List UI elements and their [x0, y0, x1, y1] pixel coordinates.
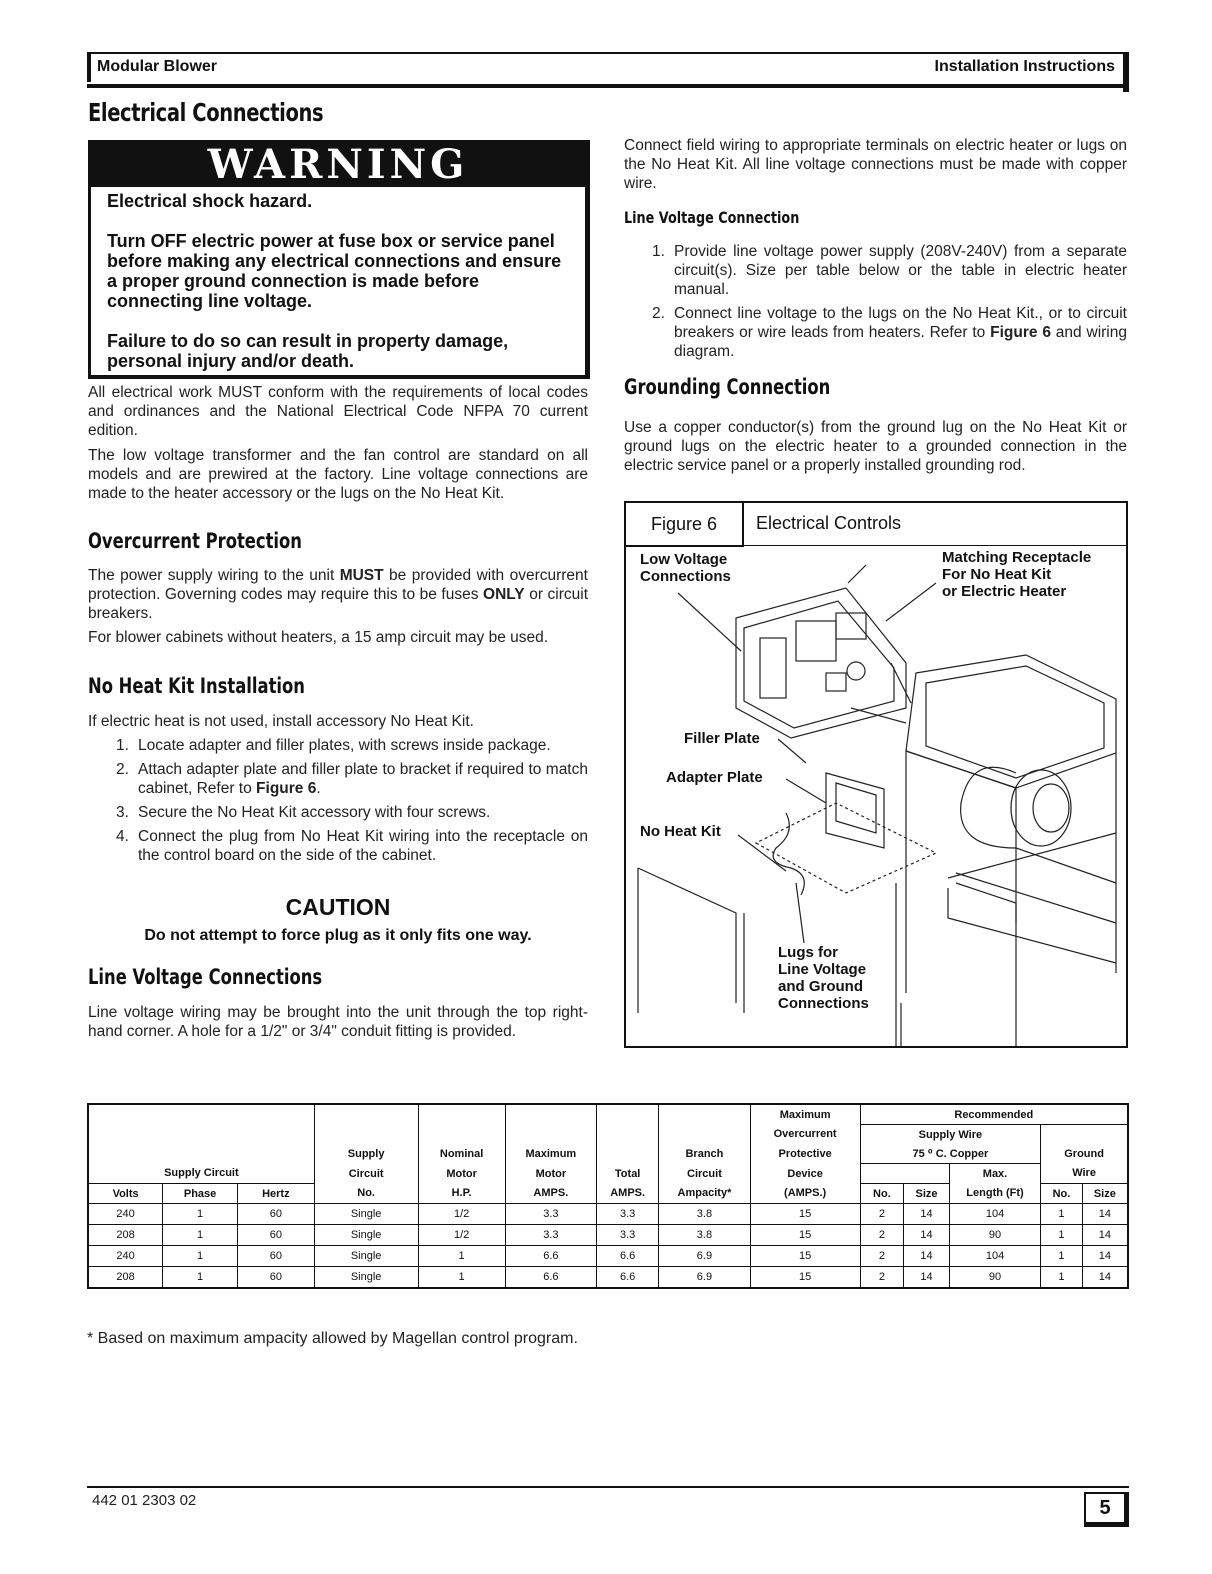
table-cell: 14 [904, 1225, 950, 1246]
table-body [88, 1204, 1128, 1289]
label-matching-receptacle: Matching Receptacle For No Heat Kit or Electric Heater [942, 549, 1092, 600]
warning-banner: WARNING [91, 143, 585, 187]
th-hertz: Hertz [237, 1184, 314, 1204]
table-row [88, 1267, 1128, 1289]
th-motor: Motor [418, 1164, 505, 1184]
page-title: Electrical Connections [88, 98, 324, 127]
table-cell: Single [314, 1246, 418, 1267]
th-circuit: Circuit [314, 1164, 418, 1184]
table-cell: 3.3 [505, 1204, 596, 1225]
intro-paragraph-2: The low voltage transformer and the fan control are standard on all models and are prewired at the factory. Line voltage connections are made to the heater accessory or the lugs on the No Heat Kit. [88, 447, 588, 502]
caution-text: Do not attempt to force plug as it only fits one way. [144, 927, 532, 944]
header-product: Modular Blower [97, 58, 218, 75]
figure-tab: Figure 6 [626, 503, 744, 547]
th-length: Length (Ft) [949, 1184, 1040, 1204]
field-wiring-paragraph: Connect field wiring to appropriate terminals on electric heater or lugs on the No Heat Kit. All line voltage connections must be made with copper wire. [624, 137, 1127, 192]
overcurrent-emphasis-only: ONLY [483, 586, 525, 603]
table-cell: Single [314, 1204, 418, 1225]
th-wire-no: No. [860, 1184, 904, 1204]
footer-rule [87, 1486, 1129, 1488]
header-right-bar [1123, 52, 1129, 92]
overcurrent-text-e: or circuit breakers. [88, 586, 589, 622]
table-cell: 1 [163, 1267, 238, 1289]
th-device: Device [750, 1164, 860, 1184]
overcurrent-text-c: be provided with overcurrent protection. Governing codes may require this to be fuses [88, 567, 588, 603]
th-copper: 75 ⁰ C. Copper [860, 1144, 1041, 1164]
table-cell: 208 [88, 1267, 163, 1289]
overcurrent-paragraph-2: For blower cabinets without heaters, a 15 amp circuit may be used. [88, 629, 549, 646]
caution-title: CAUTION [285, 894, 391, 920]
table-cell: 6.6 [505, 1267, 596, 1289]
table-cell: 208 [88, 1225, 163, 1246]
th-recommended: Recommended [860, 1104, 1128, 1125]
th-nominal: Nominal [418, 1144, 505, 1164]
th-max-length: Max. [949, 1164, 1040, 1184]
table-cell: 6.9 [659, 1246, 750, 1267]
warning-box [88, 140, 590, 379]
table-cell: 14 [1082, 1225, 1128, 1246]
grounding-paragraph: Use a copper conductor(s) from the ground lug on the No Heat Kit or ground lugs on the electric heater to a grounded connection in the electric service panel or a properly installed grounding rod. [624, 419, 1127, 474]
label-lugs: Lugs for Line Voltage and Ground Connections [778, 944, 869, 1012]
table-cell: Single [314, 1267, 418, 1289]
document-number: 442 01 2303 02 [92, 1492, 197, 1509]
table-cell: 1 [163, 1246, 238, 1267]
table-footnote: * Based on maximum ampacity allowed by Magellan control program. [87, 1330, 578, 1347]
th-no: No. [314, 1184, 418, 1204]
figure-6-reference: Figure 6 [256, 780, 317, 797]
table-cell: 2 [860, 1204, 904, 1225]
table-cell: 14 [904, 1246, 950, 1267]
table-cell: 1/2 [418, 1204, 505, 1225]
no-heat-step-3: 3. Secure the No Heat Kit accessory with four screws. [116, 804, 491, 821]
line-voltage-connection-heading: Line Voltage Connection [624, 208, 800, 227]
table-cell: 104 [949, 1204, 1040, 1225]
table-cell: 6.6 [597, 1267, 659, 1289]
page-header [87, 52, 1129, 88]
th-ampacity: Ampacity* [659, 1184, 750, 1204]
table-cell: 14 [1082, 1267, 1128, 1289]
table-cell: 3.8 [659, 1204, 750, 1225]
no-heat-kit-intro: If electric heat is not used, install accessory No Heat Kit. [88, 713, 474, 730]
th-hp: H.P. [418, 1184, 505, 1204]
table-cell: 15 [750, 1246, 860, 1267]
table-cell: 90 [949, 1225, 1040, 1246]
th-wire-size: Size [904, 1184, 950, 1204]
th-total: Total [597, 1164, 659, 1184]
table-cell: 6.9 [659, 1267, 750, 1289]
electrical-data-table [87, 1103, 1129, 1289]
table-cell: 3.3 [597, 1225, 659, 1246]
table-cell: 1/2 [418, 1225, 505, 1246]
figure-6 [624, 501, 1128, 1048]
th-ground-size: Size [1082, 1184, 1128, 1204]
th-total-amps: AMPS. [597, 1184, 659, 1204]
table-cell: 60 [237, 1246, 314, 1267]
no-heat-step-2: 2. Attach adapter plate and filler plate to bracket if required to match cabinet, Refer to Figure 6. [116, 761, 588, 797]
table-cell: 14 [904, 1267, 950, 1289]
th-wire: Wire [1041, 1164, 1128, 1184]
th-ground: Ground [1041, 1144, 1128, 1164]
th-amps: AMPS. [505, 1184, 596, 1204]
table-cell: 3.3 [505, 1225, 596, 1246]
table-cell: 240 [88, 1204, 163, 1225]
line-voltage-step-2: 2. Connect line voltage to the lugs on the No Heat Kit., or to circuit breakers or wire leads from heaters. Refer to Figure 6 and wiring diagram. [652, 305, 1127, 360]
no-heat-step-1: 1. Locate adapter and filler plates, with screws inside package. [116, 737, 551, 754]
table-row [88, 1246, 1128, 1267]
no-heat-step-4: 4. Connect the plug from No Heat Kit wiring into the receptacle on the control board on the side of the cabinet. [116, 828, 588, 864]
table-cell: 14 [904, 1204, 950, 1225]
label-no-heat-kit: No Heat Kit [640, 823, 721, 840]
th-branch-circuit: Circuit [659, 1164, 750, 1184]
th-volts: Volts [88, 1184, 163, 1204]
line-voltage-connections-paragraph: Line voltage wiring may be brought into the unit through the top right-hand corner. A hole for a 1/2" or 3/4" conduit fitting is provided. [88, 1004, 588, 1040]
th-phase: Phase [163, 1184, 238, 1204]
label-filler-plate: Filler Plate [684, 730, 760, 747]
th-ground-no: No. [1041, 1184, 1083, 1204]
table-cell: 2 [860, 1267, 904, 1289]
header-doc-type: Installation Instructions [934, 58, 1115, 75]
table-cell: 240 [88, 1246, 163, 1267]
table-cell: 3.3 [597, 1204, 659, 1225]
table-cell: 1 [163, 1204, 238, 1225]
table-cell: 15 [750, 1267, 860, 1289]
table-cell: 14 [1082, 1204, 1128, 1225]
table-cell: 3.8 [659, 1225, 750, 1246]
th-overcurrent: Overcurrent [750, 1125, 860, 1145]
overcurrent-emphasis-must: MUST [339, 567, 384, 584]
th-amps-paren: (AMPS.) [750, 1184, 860, 1204]
page-number: 5 [1084, 1492, 1129, 1527]
th-branch: Branch [659, 1144, 750, 1164]
overcurrent-heading: Overcurrent Protection [88, 529, 302, 553]
table-cell: 1 [1041, 1225, 1083, 1246]
table-cell: 1 [418, 1267, 505, 1289]
table-cell: 1 [1041, 1204, 1083, 1225]
table-cell: 15 [750, 1204, 860, 1225]
table-cell: 14 [1082, 1246, 1128, 1267]
intro-paragraph-1: All electrical work MUST conform with the requirements of local codes and ordinances and the National Electrical Code NFPA 70 current edition. [88, 384, 588, 439]
line-voltage-steps [624, 242, 1127, 366]
overcurrent-text-a: The power supply wiring to the unit [88, 567, 340, 584]
table-cell: 60 [237, 1204, 314, 1225]
table-cell: 1 [418, 1246, 505, 1267]
warning-line-3: Failure to do so can result in property damage, personal injury and/or death. [107, 331, 509, 371]
line-voltage-step-1: 1. Provide line voltage power supply (208V-240V) from a separate circuit(s). Size per table below or the table in electric heater manual. [652, 243, 1127, 298]
th-supply-wire: Supply Wire [860, 1125, 1041, 1145]
th-max-motor: Maximum [505, 1144, 596, 1164]
header-left-bar [87, 52, 91, 82]
no-heat-kit-steps [88, 736, 588, 870]
table-cell: 15 [750, 1225, 860, 1246]
table-cell: 60 [237, 1225, 314, 1246]
label-low-voltage-connections: Low Voltage Connections [640, 551, 731, 585]
table-cell: 1 [1041, 1267, 1083, 1289]
line-voltage-connections-heading: Line Voltage Connections [88, 965, 323, 989]
warning-line-2: Turn OFF electric power at fuse box or service panel before making any electrical connections and ensure a proper ground connection is made before connecting line voltage. [107, 231, 562, 311]
table-cell: 60 [237, 1267, 314, 1289]
figure-6-reference: Figure 6 [990, 324, 1051, 341]
table-cell: Single [314, 1225, 418, 1246]
th-supply: Supply [314, 1144, 418, 1164]
table-row [88, 1225, 1128, 1246]
th-motor-2: Motor [505, 1164, 596, 1184]
no-heat-kit-heading: No Heat Kit Installation [88, 674, 305, 698]
th-maximum: Maximum [750, 1104, 860, 1125]
table-cell: 1 [163, 1225, 238, 1246]
label-adapter-plate: Adapter Plate [666, 769, 763, 786]
table-cell: 6.6 [505, 1246, 596, 1267]
table-cell: 2 [860, 1225, 904, 1246]
figure-title: Electrical Controls [756, 513, 902, 533]
grounding-heading: Grounding Connection [624, 375, 831, 399]
table-row [88, 1204, 1128, 1225]
table-cell: 1 [1041, 1246, 1083, 1267]
table-cell: 2 [860, 1246, 904, 1267]
th-protective: Protective [750, 1144, 860, 1164]
overcurrent-paragraph-1 [88, 566, 588, 623]
th-supply-circuit: Supply Circuit [88, 1164, 314, 1184]
table-cell: 6.6 [597, 1246, 659, 1267]
table-cell: 104 [949, 1246, 1040, 1267]
table-cell: 90 [949, 1267, 1040, 1289]
warning-line-1: Electrical shock hazard. [107, 191, 313, 211]
